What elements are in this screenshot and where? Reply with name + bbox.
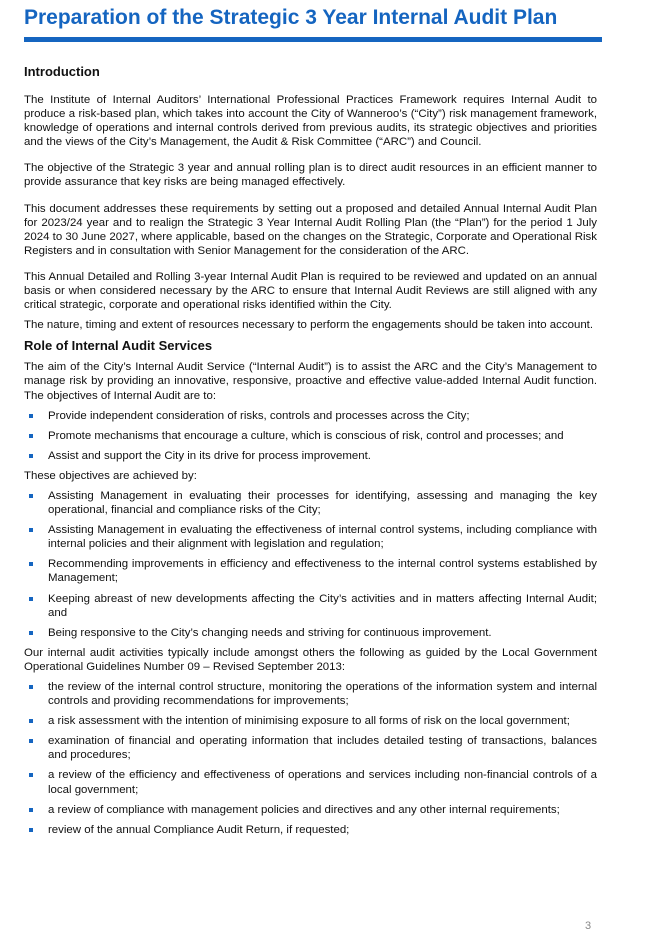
bullet-icon bbox=[29, 562, 33, 566]
page-title: Preparation of the Strategic 3 Year Internal Audit Plan bbox=[24, 6, 558, 29]
list-item bbox=[24, 429, 597, 443]
bullet-icon bbox=[29, 773, 33, 777]
activities-intro: Our internal audit activities typically include amongst others the following as guided by the Local Government Operational Guidelines Number 09 – Revised September 2013: bbox=[24, 646, 597, 673]
introduction-paragraph: The objective of the Strategic 3 year and annual rolling plan is to direct audit resources in an efficient manner to provide assurance that key risks are being managed effectively. bbox=[24, 162, 597, 189]
document-body bbox=[24, 64, 597, 843]
list-item bbox=[24, 626, 597, 640]
bullet-icon bbox=[29, 631, 33, 635]
list-item-text: the review of the internal control structure, monitoring the operations of the information system and internal controls and providing recommendations for improvements; bbox=[48, 681, 597, 708]
list-item bbox=[24, 680, 597, 708]
list-item-text: Provide independent consideration of risks, controls and processes across the City; bbox=[48, 409, 470, 422]
bullet-icon bbox=[29, 494, 33, 498]
title-rule bbox=[24, 37, 602, 42]
list-item-text: Being responsive to the City’s changing needs and striving for continuous improvement. bbox=[48, 626, 492, 639]
introduction-paragraph: The Institute of Internal Auditors’ International Professional Practices Framework requires Internal Audit to produce a risk-based plan, which takes into account the City of Wanneroo’s (“City”) risk management framework, knowledge of operations and internal controls derived from previous audits, its strategic objectives and priorities and the views of the City’s Management, the Audit & Risk Committee (“ARC”) and Council. bbox=[24, 94, 597, 149]
list-item-text: a risk assessment with the intention of minimising exposure to all forms of risk on the local government; bbox=[48, 715, 570, 728]
list-item bbox=[24, 409, 597, 423]
objectives-list bbox=[24, 409, 597, 463]
page-number: 3 bbox=[585, 920, 592, 932]
list-item bbox=[24, 523, 597, 551]
list-item bbox=[24, 823, 597, 837]
list-item-text: a review of the efficiency and effectiveness of operations and services including non-financial controls of a local government; bbox=[48, 769, 597, 796]
list-item bbox=[24, 734, 597, 762]
list-item bbox=[24, 557, 597, 585]
list-item-text: Assisting Management in evaluating their processes for identifying, assessing and managing the key operational, financial and compliance risks of the City; bbox=[48, 489, 597, 517]
list-item-text: Assisting Management in evaluating the effectiveness of internal control systems, including compliance with internal policies and their alignment with legislation and regulation; bbox=[48, 524, 597, 551]
list-item-text: Recommending improvements in efficiency and effectiveness to the internal control systems established by Management; bbox=[48, 558, 597, 585]
bullet-icon bbox=[29, 528, 33, 532]
achieved-list bbox=[24, 489, 597, 640]
list-item bbox=[24, 803, 597, 817]
list-item bbox=[24, 714, 597, 728]
list-item bbox=[24, 768, 597, 796]
bullet-icon bbox=[29, 808, 33, 812]
list-item bbox=[24, 592, 597, 620]
achieved-intro: These objectives are achieved by: bbox=[24, 469, 197, 482]
list-item-text: Keeping abreast of new developments affecting the City’s activities and in matters affecting Internal Audit; and bbox=[48, 592, 597, 619]
list-item-text: examination of financial and operating information that includes detailed testing of transactions, balances and procedures; bbox=[48, 735, 597, 762]
list-item bbox=[24, 449, 597, 463]
introduction-paragraph: The nature, timing and extent of resources necessary to perform the engagements should be taken into account. bbox=[24, 319, 594, 332]
role-heading: Role of Internal Audit Services bbox=[24, 338, 213, 354]
bullet-icon bbox=[29, 454, 33, 458]
introduction-heading: Introduction bbox=[24, 64, 100, 79]
bullet-icon bbox=[29, 685, 33, 689]
bullet-icon bbox=[29, 739, 33, 743]
introduction-paragraph: This document addresses these requirements by setting out a proposed and detailed Annual Internal Audit Plan for 2023/24 year and to realign the Strategic 3 Year Internal Audit Rolling Plan (the “Plan”) for the period 1 July 2024 to 30 June 2027, where applicable, based on the changes on the Strategic, Corporate and Operational Risk Registers and in consultation with Senior Management for the consideration of the ARC. bbox=[24, 202, 597, 257]
bullet-icon bbox=[29, 828, 33, 832]
bullet-icon bbox=[29, 414, 33, 418]
list-item-text: a review of compliance with management policies and directives and any other internal requirements; bbox=[48, 803, 560, 816]
bullet-icon bbox=[29, 597, 33, 601]
activities-list bbox=[24, 680, 597, 837]
list-item bbox=[24, 489, 597, 517]
bullet-icon bbox=[29, 719, 33, 723]
list-item-text: Promote mechanisms that encourage a culture, which is conscious of risk, control and processes; and bbox=[48, 429, 564, 442]
list-item-text: Assist and support the City in its drive for process improvement. bbox=[48, 449, 371, 462]
role-intro-paragraph: The aim of the City’s Internal Audit Service (“Internal Audit”) is to assist the ARC and the City’s Management to manage risk by providing an innovative, responsive, proactive and effective value-added Internal Audit function. The objectives of Internal Audit are to: bbox=[24, 361, 597, 402]
introduction-paragraph: This Annual Detailed and Rolling 3-year Internal Audit Plan is required to be reviewed and updated on an annual basis or when considered necessary by the ARC to ensure that Internal Audit Reviews are still aligned with any critical strategic, corporate and operational risks identified within the City. bbox=[24, 270, 597, 312]
list-item-text: review of the annual Compliance Audit Return, if requested; bbox=[48, 823, 350, 836]
bullet-icon bbox=[29, 434, 33, 438]
